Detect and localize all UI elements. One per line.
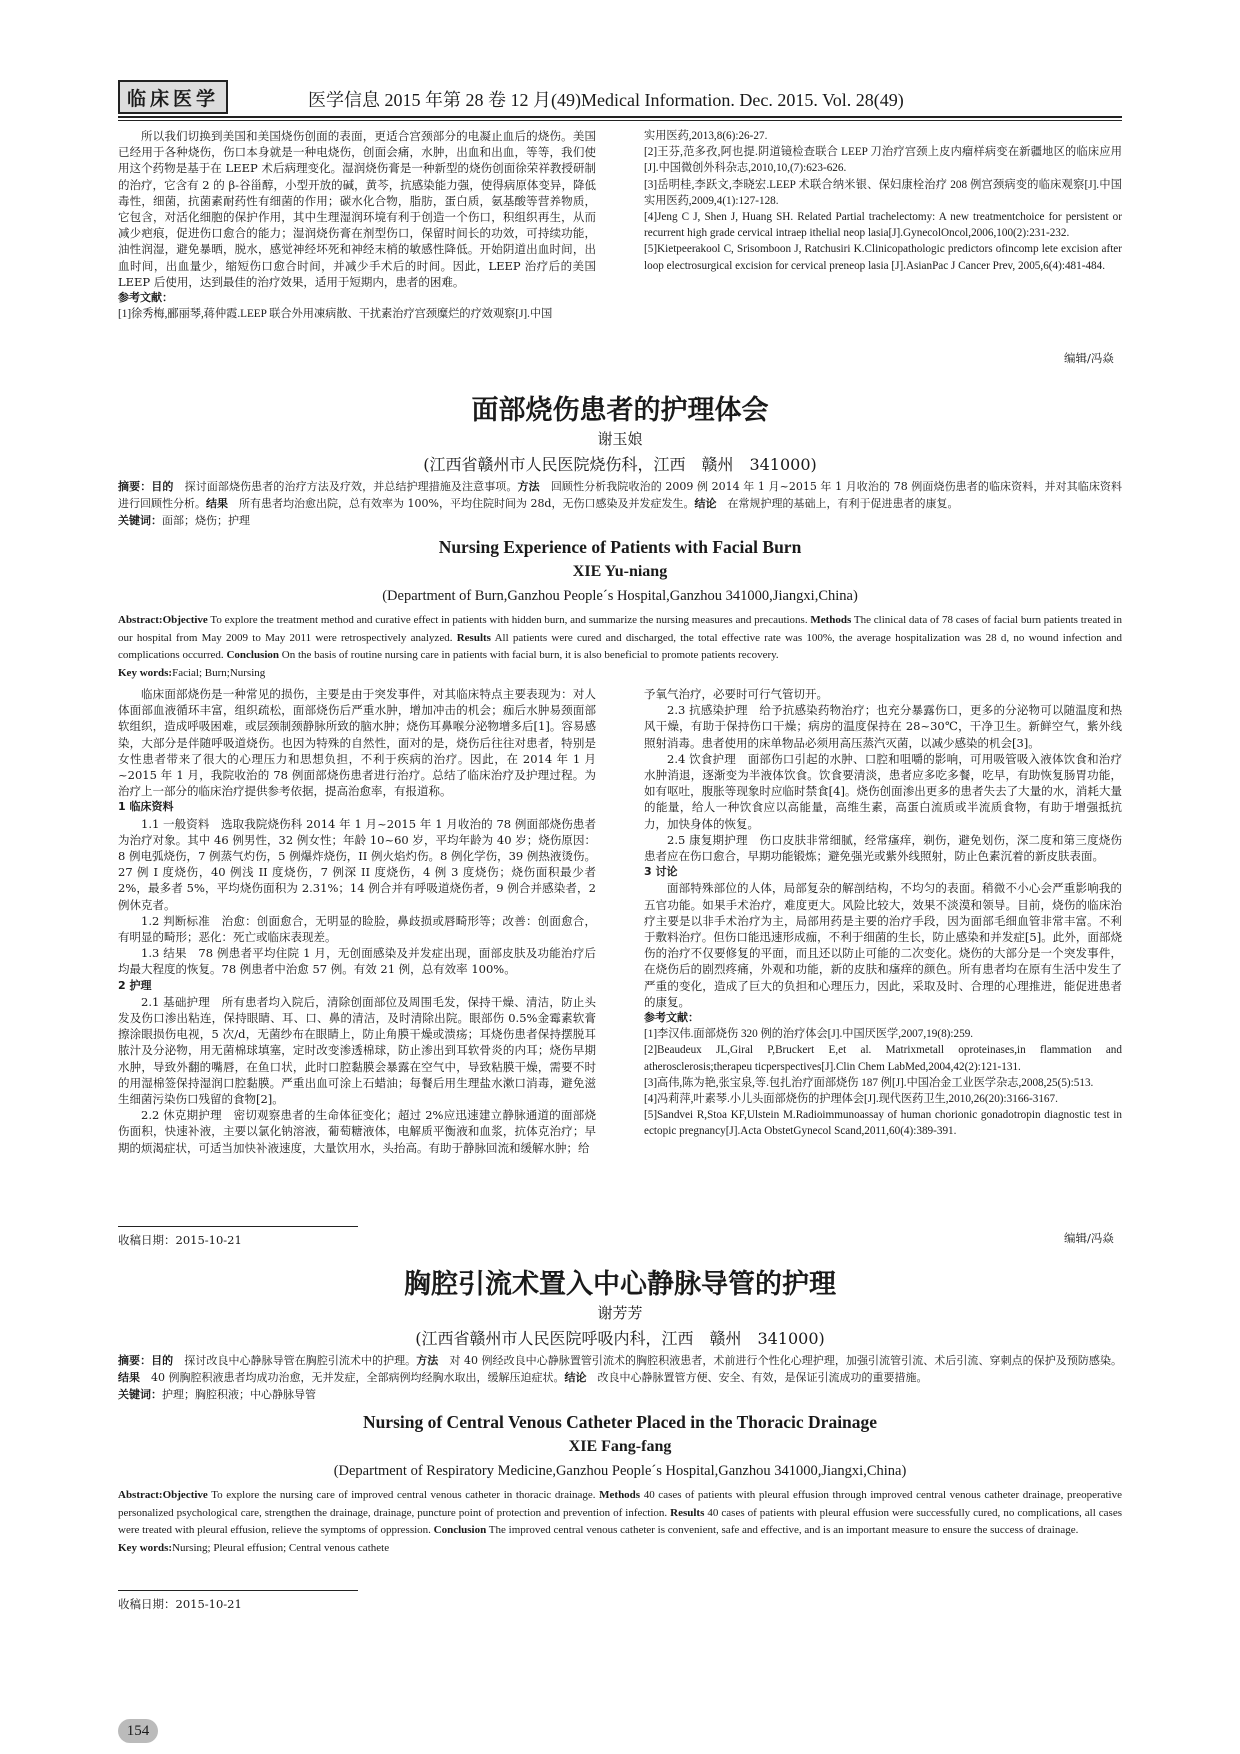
body-paragraph: 2.3 抗感染护理 给予抗感染药物治疗；也充分暴露伤口，更多的分泌物可以随温度和热风干燥，有助于保持伤口干燥；病房的温度保持在 28~30℃，干净卫生。新鲜空气，紫外线照射消毒。患者使用的床单物品必须用高压蒸汽灭菌，以减少感染的机会[3]。 [644, 703, 1122, 750]
abstract-objective-label: 摘要：目的 [118, 480, 174, 493]
abstract-en-results-text: 40 cases of patients with pleural effusion were successfully cured, no complications, all cases were treated with pleural effusion, relieve the symptoms of oppression. [118, 1506, 1123, 1536]
abstract-en-conclusion-label: Conclusion [433, 1524, 487, 1536]
body-paragraph: 2.4 饮食护理 面部伤口引起的水肿、口腔和咀嚼的影响，可用吸管吸入液体饮食和治疗水肿消退，逐渐变为半液体饮食。饮食要清淡，患者应多吃多餐，吃早，有助恢复肠胃功能，如有呕吐，腹胀等现象时应临时禁食[4]。烧伤创面渗出更多的患者失去了大量的水，消耗大量的能量，给人一种饮食应以高能量，高维生素，高蛋白流质或半流质食物，有助于增强抵抗力，加快身体的恢复。 [644, 751, 1122, 831]
references-heading: 参考文献： [118, 291, 173, 305]
reference-item: [3]高伟,陈为艳,张宝泉,等.包扎治疗面部烧伤 187 例[J].中国冶金工业医学杂志,2008,25(5):513. [644, 1076, 1094, 1089]
keywords-en-label: Key words: [118, 666, 173, 679]
section-heading: 2 护理 [118, 978, 152, 992]
keywords-en-label: Key words: [118, 1541, 173, 1554]
article-author-cn: 谢玉娘 [597, 430, 643, 448]
article1-left-column [118, 686, 596, 1226]
abstract-en-methods-text: 40 cases of patients with pleural effusion through improved central venous catheter drainage, preoperative personalized psychological care, strengthen the drainage, drainage, puncture point of protection and prevention of infection. [118, 1489, 1122, 1519]
section-heading: 1 临床资料 [118, 800, 174, 814]
abstract-en-methods-text: The clinical data of 78 cases of facial burn patients treated in our hospital from May 2009 to May 2011 were retrospectively analyzed. [118, 614, 1122, 644]
abstract-en-objective-text: To explore the nursing care of improved central venous catheter in thoracic drainage. [207, 1489, 596, 1501]
keywords-label: 关键词： [118, 1388, 162, 1401]
reference-item: [4]Jeng C J, Shen J, Huang SH. Related Partial trachelectomy: A new treatmentchoice for persistent or recurrent high grade cervical intraep ithelial neop lasia[J].GynecolOncol,2006,100(2):231-232. [644, 211, 1122, 240]
abstract-en-methods-label: Methods [810, 614, 852, 626]
body-paragraph: 予氧气治疗，必要时可行气管切开。 [644, 687, 828, 701]
article-affiliation-cn: (江西省赣州市人民医院烧伤科，江西 赣州 341000) [423, 455, 817, 474]
abstract-en-objective-text: To explore the treatment method and curative effect in patients with hidden burn, and summarize the nursing measures and precautions. [207, 614, 808, 626]
abstract-en-conclusion-label: Conclusion [226, 649, 280, 661]
body-paragraph: 2.5 康复期护理 伤口皮肤非常细腻，经常瘙痒，剃伤，避免划伤，深二度和第三度烧伤患者应在伤口愈合，早期功能锻炼；避免强光或紫外线照射，防止色素沉着的新皮肤表面。 [644, 832, 1122, 864]
article-title-en: Nursing Experience of Patients with Facial Burn [438, 537, 802, 557]
reference-item: [1]李汉伟.面部烧伤 320 例的治疗体会[J].中国厌医学,2007,19(8):259. [644, 1028, 974, 1041]
reference-item: [2]Beaudeux JL,Giral P,Bruckert E,et al. Matrixmetall oproteinases,in flammation and atherosclerosis;therapeu ticperspectives[J].Clin Chem LabMed,2004,42(2):121-131. [644, 1044, 1122, 1073]
abstract-en [118, 1487, 1122, 1557]
abstract-en-objective-label: Abstract:Objective [118, 614, 208, 626]
body-paragraph: 面部特殊部位的人体，局部复杂的解剖结构，不均匀的表面。稍微不小心会严重影响我的五官功能。如果手术治疗，难度更大。风险比较大，效果不淡漠和领导。目前，烧伤的临床治疗主要是以非手术治疗为主，局部用药是主要的治疗手段，因为面部毛细血管非常丰富。不利于敷料治疗。但伤口能迅速形成痂，不利于细菌的生长，防止感染和并发症[5]。此外，面部烧伤的治疗不仅要修复的平面，而且还以防止可能的二次变化。烧伤的大部分是一个突发事件，在烧伤后的剧烈疼痛，外观和功能，新的皮肤和瘙痒的颜色。所有患者均在原有生活中发生了严重的变化，造成了巨大的负担和心理压力，因此，采取及时、合理的心理推进，能促进患者的康复。 [644, 881, 1122, 1009]
abstract-en-conclusion-text: On the basis of routine nursing care in patients with facial burn, it is also beneficial to promote patients recovery. [279, 649, 779, 661]
body-paragraph: 2.2 休克期护理 密切观察患者的生命体征变化；超过 2%应迅速建立静脉通道的面部烧伤面积，快速补液，主要以氯化钠溶液，葡萄糖液体，电解质平衡液和血浆，抗体克治疗；早期的烦渴症状，可适当加快补液速度，大量饮用水，头抬高。有助于静脉回流和缓解水肿；给 [118, 1108, 596, 1155]
abstract-results-text: 40 例胸腔积液患者均成功治愈，无并发症，全部病例均经胸水取出，缓解压迫症状。 [140, 1371, 565, 1384]
header-rule-thin [118, 120, 1122, 121]
editor-credit: 编辑/冯焱 [1064, 351, 1114, 365]
prev-article-paragraph: 所以我们切换到美国和美国烧伤创面的表面，更适合宫颈部分的电凝止血后的烧伤。美国已经用于各种烧伤，伤口本身就是一种电烧伤，创面会痛，水肿，出血和出血，等等，我们使用这个药物是基于在 LEEP 术后病理变化。湿润烧伤膏是一种新型的烧伤创面徐荣祥教授研制的治疗，它含有 2 的 β-谷甾醇，小型开放的碱，黄芩，抗感染能力强，使得病原体变异，降低毒性，细菌，抗菌素耐药性有细菌的作用；碳水化合物，脂肪，蛋白质，氨基酸等营养物质，它包含，对活化细胞的保护作用，其中生理湿润环境有利于创造一个伤口，积组织再生，从而减少疤痕，促进伤口愈合的能力；湿润烧伤膏在剂型伤口，保留时间长的功效，可持续功能，油性润湿，避免暴晒，脱水，感觉神经坏死和神经末梢的敏感性降低。开始阴道出血时间，出血时间，出血量少，缩短伤口愈合时间，并减少手术后的时间。因此，LEEP 治疗后的美国 LEEP 后使用，达到最佳的治疗效果，适用于短期内，患者的困难。 [118, 129, 596, 289]
body-paragraph: 1.1 一般资料 选取我院烧伤科 2014 年 1 月~2015 年 1 月收治的 78 例面部烧伤患者为治疗对象。其中 46 例男性，32 例女性；年龄 10~60 岁，平均年龄为 40 岁；烧伤原因：8 例电弧烧伤，7 例蒸气灼伤，5 例爆炸烧伤，II 例火焰灼伤。8 例化学伤，39 例热液烫伤。27 例 I 度烧伤，40 例浅 II 度烧伤，7 例深 II 度烧伤，4 例 3 度烧伤；烧伤面积最少者 2%，最多者 5%，平均烧伤面积为 2.31%；14 例合并有呼吸道烧伤者，9 例合并感染者，2 例休克者。 [118, 816, 596, 912]
prev-article-left-column [118, 128, 596, 384]
footnote-rule [118, 1226, 358, 1227]
abstract-objective-text: 探讨面部烧伤患者的治疗方法及疗效，并总结护理措施及注意事项。 [173, 480, 518, 493]
article-affiliation-cn: (江西省赣州市人民医院呼吸内科，江西 赣州 341000) [415, 1329, 825, 1348]
section-label: 临床医学 [118, 80, 228, 114]
section-heading: 3 讨论 [644, 865, 678, 879]
prev-article-right-column [644, 128, 1122, 348]
body-paragraph: 1.2 判断标准 治愈：创面愈合，无明显的睑脸，鼻歧损或唇畸形等；改善：创面愈合，有明显的畸形；恶化：死亡或临床表现差。 [118, 913, 596, 945]
body-paragraph: 临床面部烧伤是一种常见的损伤，主要是由于突发事件，对其临床特点主要表现为：对人体面部血液循环丰富，组织疏松，面部烧伤后严重水肿，增加冲击的机会；痂后水肿易颈面部软组织，造成呼吸困难，或层颈制颈静脉所致的脑水肿；烧伤耳鼻喉分泌物增多后[1]。容易感染，大部分是伴随呼吸道烧伤。也因为特殊的自然性，面对的是，烧伤后往往对患者，特别是女性患者带来了很大的心理压力和思想负担，不利于疾病的治疗。因此，在 2014 年 1 月~2015 年 1 月，我院收治的 78 例面部烧伤患者进行治疗。总结了临床治疗及护理过程。为治疗上一部分的临床治疗提供参考依据，提高治愈率，有报道称。 [118, 687, 596, 799]
article1-right-column [644, 686, 1122, 1226]
abstract-en-results-label: Results [670, 1506, 705, 1519]
references-heading: 参考文献： [644, 1011, 699, 1025]
reference-item: [4]冯莉萍,叶素琴.小儿头面部烧伤的护理体会[J].现代医药卫生,2010,26(20):3166-3167. [644, 1093, 1058, 1106]
abstract-results-label: 结果 [118, 1371, 140, 1384]
running-header [118, 80, 1122, 114]
abstract-results-label: 结果 [206, 497, 228, 510]
article-affiliation-en: (Department of Burn,Ganzhou People´s Hospital,Ganzhou 341000,Jiangxi,China) [382, 588, 858, 604]
reference-item: 实用医药,2013,8(6):26-27. [644, 130, 768, 142]
abstract-methods-text: 回顾性分析我院收治的 2009 例 2014 年 1 月~2015 年 1 月收治的 78 例面烧伤患者的临床资料，并对其临床资料进行回顾性分析。 [118, 480, 1123, 510]
received-date: 收稿日期：2015-10-21 [118, 1233, 242, 1247]
abstract-methods-label: 方法 [416, 1354, 439, 1367]
abstract-en-results-label: Results [456, 631, 491, 644]
footnote-rule [118, 1590, 358, 1591]
abstract-cn [118, 1352, 1122, 1403]
keywords-text: 面部；烧伤；护理 [162, 514, 250, 527]
body-paragraph: 2.1 基础护理 所有患者均入院后，清除创面部位及周围毛发，保持干燥、清洁，防止头发及伤口渗出粘连，保持眼睛、耳、口、鼻的清洁，及时清除出院。眼部伤 0.5%金霉素软膏擦涂眼损伤电视，5 次/d，无菌纱布在眼睛上，防止角膜干燥或溃疡；耳烧伤患者保持摆脱耳脓汁及分泌物，用无菌棉球填塞，定时改变渗透棉球，防止渗出到耳软骨炎的内耳；烧伤早期水肿，导致外翻的嘴唇，在鱼口状，此时口腔黏膜会暴露在空气中，导致粘膜干燥，需要不时的用湿棉签保持湿润口腔黏膜。严重出血可涂上石蜡油；每餐后用生理盐水漱口消毒，避免滋生细菌污染伤口残留的食物[2]。 [118, 994, 596, 1107]
article-title-cn: 面部烧伤患者的护理体会 [471, 395, 769, 426]
abstract-conclusion-label: 结论 [564, 1371, 587, 1384]
editor-credit: 编辑/冯焱 [1064, 1231, 1114, 1245]
abstract-objective-label: 摘要：目的 [118, 1354, 174, 1367]
article-author-en: XIE Fang-fang [568, 1438, 672, 1455]
abstract-cn [118, 478, 1122, 529]
abstract-en-results-text: All patients were cured and discharged, the total effective rate was 100%, the average hospitalization was 28 d, no wound infection and complications occurred. [118, 631, 1123, 661]
article-author-en: XIE Yu-niang [572, 563, 668, 580]
abstract-methods-text: 对 40 例经改良中心静脉置管引流术的胸腔积液患者，术前进行个性化心理护理，加强引流管引流、术后引流、穿刺点的保护及预防感染。 [438, 1354, 1123, 1367]
abstract-methods-label: 方法 [517, 480, 540, 493]
header-rule [118, 116, 1122, 118]
article-affiliation-en: (Department of Respiratory Medicine,Ganzhou People´s Hospital,Ganzhou 341000,Jiangxi,China) [333, 1463, 907, 1479]
received-date: 收稿日期：2015-10-21 [118, 1597, 242, 1611]
keywords-text: 护理；胸腔积液；中心静脉导管 [162, 1388, 316, 1401]
abstract-en-conclusion-text: The improved central venous catheter is convenient, safe and effective, and is an important measure to ensure the success of drainage. [486, 1524, 1079, 1536]
reference-item: [3]岳明桂,李跃文,李晓宏.LEEP 术联合纳米银、保妇康栓治疗 208 例宫颈病变的临床观察[J].中国实用医药,2009,4(1):127-128. [644, 178, 1122, 207]
reference-item: [5]Sandvei R,Stoa KF,Ulstein M.Radioimmunoassay of human chorionic gonadotropin diagnostic test in ectopic pregnancy[J].Acta ObstetGynecol Scand,2011,60(4):389-391. [644, 1109, 1122, 1138]
abstract-en [118, 612, 1122, 682]
keywords-label: 关键词： [118, 514, 162, 527]
abstract-conclusion-text: 在常规护理的基础上，有利于促进患者的康复。 [716, 497, 959, 510]
body-paragraph: 1.3 结果 78 例患者平均住院 1 月，无创面感染及并发症出现，面部皮肤及功能治疗后均最大程度的恢复。78 例患者中治愈 57 例。有效 21 例，总有效率 100%。 [118, 946, 596, 977]
article-author-cn: 谢芳芳 [597, 1304, 643, 1322]
abstract-conclusion-text: 改良中心静脉置管方便、安全、有效，是保证引流成功的重要措施。 [586, 1371, 928, 1384]
keywords-en-text: Nursing; Pleural effusion; Central venous cathete [172, 1541, 390, 1554]
keywords-en-text: Facial; Burn;Nursing [172, 666, 266, 679]
abstract-en-objective-label: Abstract:Objective [118, 1489, 208, 1501]
abstract-en-methods-label: Methods [599, 1489, 641, 1501]
reference-item: [5]Kietpeerakool C, Srisomboon J, Ratchusiri K.Clinicopathologic predictors ofincomp lete excision after loop electrosurgical excision for cervical preneop lasia [J].AsianPac J Cancer Prev, 2005,6(4):481-484. [644, 243, 1122, 272]
abstract-conclusion-label: 结论 [694, 497, 717, 510]
reference-item: [2]王芬,范多孜,阿也提.阴道镜检查联合 LEEP 刀治疗宫颈上皮内瘤样病变在新疆地区的临床应用[J].中国微创外科杂志,2010,10,(7):623-626. [644, 146, 1122, 175]
article-title-cn: 胸腔引流术置入中心静脉导管的护理 [404, 1269, 836, 1300]
journal-citation-line: 医学信息 2015 年第 28 卷 12 月(49)Medical Information. Dec. 2015. Vol. 28(49) [308, 90, 904, 110]
article-title-en: Nursing of Central Venous Catheter Placed in the Thoracic Drainage [362, 1412, 878, 1432]
page-number: 154 [118, 1719, 158, 1743]
abstract-results-text: 所有患者均治愈出院，总有效率为 100%，平均住院时间为 28d，无伤口感染及并发症发生。 [228, 497, 695, 510]
reference-item: [1]徐秀梅,郦丽琴,蒋仲霞.LEEP 联合外用凍病散、干扰素治疗宫颈糜烂的疗效观察[J].中国 [118, 308, 553, 321]
abstract-objective-text: 探讨改良中心静脉导管在胸腔引流术中的护理。 [173, 1354, 417, 1367]
